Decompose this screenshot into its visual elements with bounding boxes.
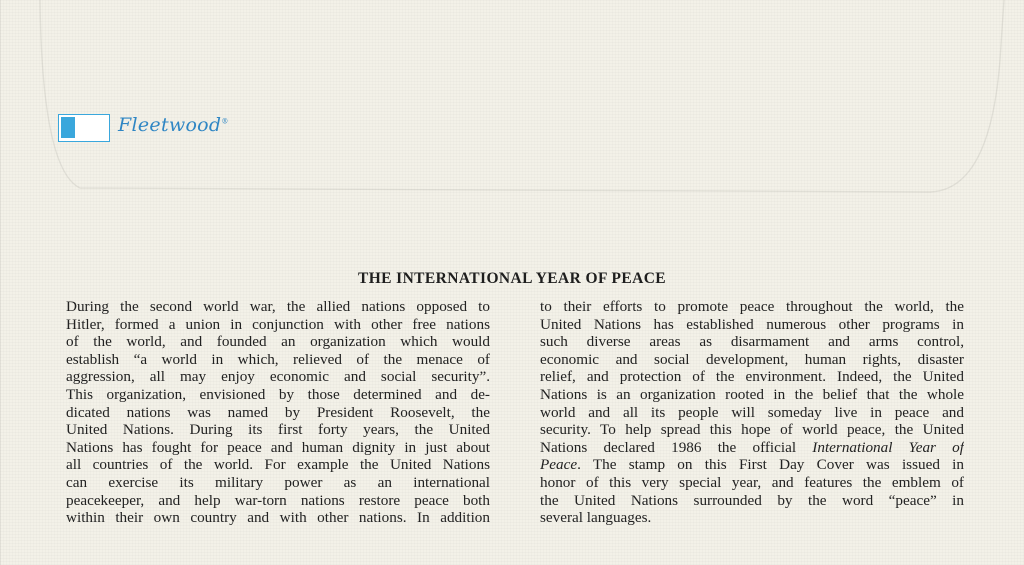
italic-phrase: Peace (540, 456, 578, 474)
text-segment: . The stamp on this First Day Cover was issued in (577, 456, 964, 474)
text-line: relief, and protection of the environment. Indeed, the United (540, 368, 964, 386)
text-line: This organization, envisioned by those determined and de- (66, 385, 490, 403)
text-line: aggression, all may enjoy economic and social security”. (66, 368, 490, 386)
logo-wordmark (118, 114, 229, 136)
logo-registered-mark: ® (221, 117, 229, 126)
text-line: all countries of the world. For example the United Nations (66, 456, 490, 474)
text-line: world and all its people will someday live in peace and (540, 403, 964, 421)
logo-box-fill (61, 117, 75, 138)
text-line-with-italic (540, 439, 964, 457)
text-line: economic and social development, human rights, disaster (540, 350, 964, 368)
article-column-left (66, 298, 490, 527)
text-line: dicated nations was named by President Roosevelt, the (66, 403, 490, 421)
text-line: several languages. (540, 509, 652, 527)
italic-phrase: International Year of (812, 438, 964, 456)
text-line: can exercise its military power as an international (66, 473, 490, 491)
text-line-with-italic (540, 456, 964, 474)
text-line: of the world, and founded an organization which would (66, 333, 490, 351)
fleetwood-logo (58, 114, 228, 146)
text-line: such diverse areas as disarmament and arms control, (540, 333, 964, 351)
text-line: honor of this very special year, and features the emblem of (540, 473, 964, 491)
text-line: security. To help spread this hope of world peace, the United (540, 421, 964, 439)
article-column-right (540, 298, 964, 527)
text-line: the United Nations surrounded by the word “peace” in (540, 491, 964, 509)
text-line: establish “a world in which, relieved of the menace of (66, 350, 490, 368)
text-line: During the second world war, the allied nations opposed to (66, 298, 490, 315)
text-line: Nations is an organization rooted in the belief that the whole (540, 385, 964, 403)
text-line: to their efforts to promote peace throughout the world, the (540, 298, 964, 315)
text-line: Nations has fought for peace and human dignity in just about (66, 438, 490, 456)
article-title: THE INTERNATIONAL YEAR OF PEACE (357, 270, 667, 287)
text-line: United Nations. During its first forty years, the United (66, 421, 490, 439)
text-line: within their own country and with other nations. In addition (66, 509, 490, 527)
logo-text: Fleetwood (118, 114, 222, 136)
logo-box-icon (58, 114, 110, 142)
text-line: Hitler, formed a union in conjunction with other free nations (66, 315, 490, 333)
text-line: United Nations has established numerous other programs in (540, 315, 964, 333)
text-line: peacekeeper, and help war-torn nations restore peace both (66, 491, 490, 509)
text-segment: Nations declared 1986 the official (540, 438, 813, 456)
